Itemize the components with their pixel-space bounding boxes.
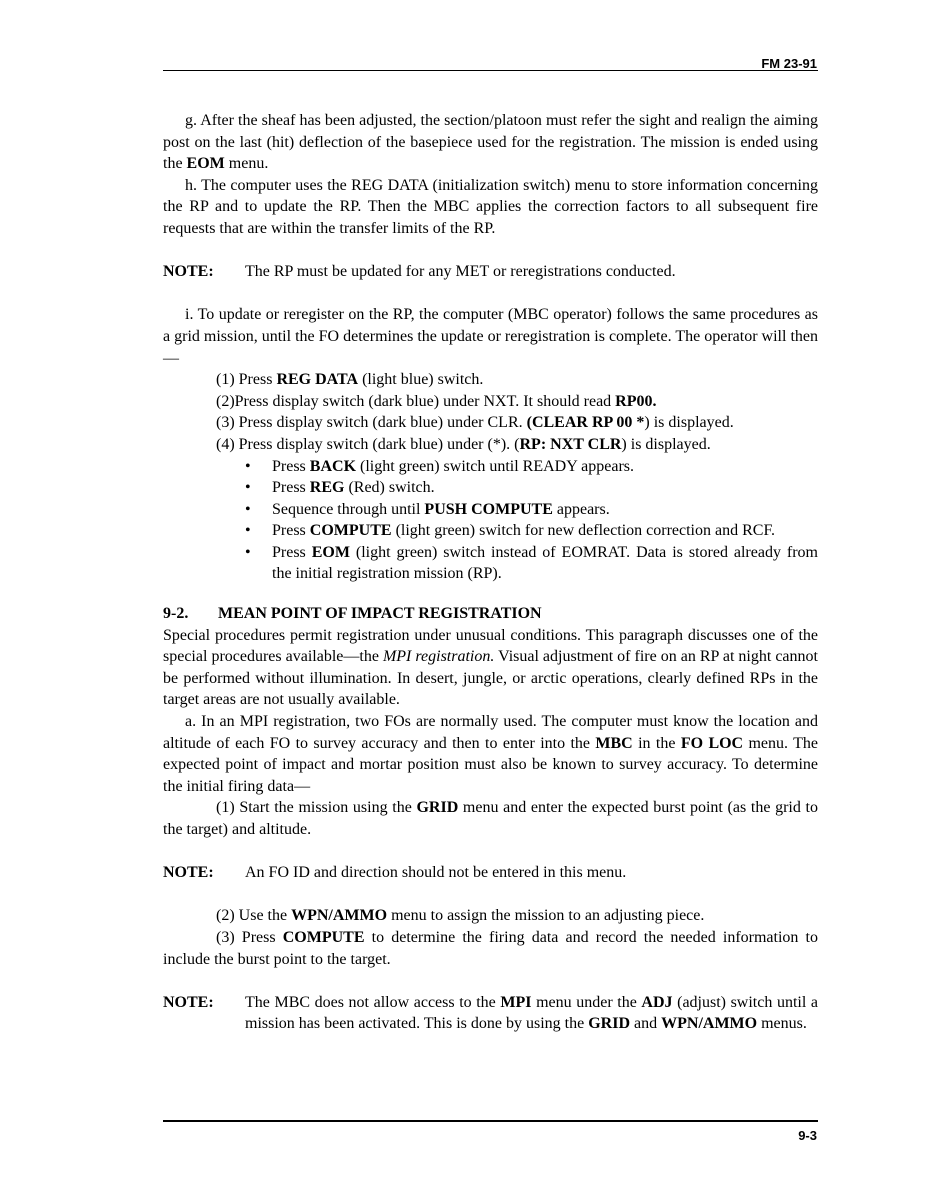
list-item: • Press COMPUTE (light green) switch for new deflection correction and RCF. [163,520,818,542]
paragraph-h: h. The computer uses the REG DATA (initialization switch) menu to store information concerning the RP and to update the RP. Then the MBC applies the correction factors to all subsequent fire requests that are within the transfer limits of the RP. [163,176,818,237]
paragraph-a3: (3) Press COMPUTE to determine the firing data and record the needed information to include the burst point to the target. [163,928,818,968]
bullet-icon: • [245,522,251,540]
bold-term: EOM [186,155,225,173]
step-4: (4) Press display switch (dark blue) under (*). (RP: NXT CLR) is displayed. [216,435,711,453]
step-2: (2)Press display switch (dark blue) under NXT. It should read RP00. [216,392,657,410]
paragraph-intro: Special procedures permit registration under unusual conditions. This paragraph discusses one of the special procedures available—the MPI registration. Visual adjustment of fire on an RP at night cannot be performed without illumination. In desert, jungle, or arctic operations, clearly defined RPs in the target areas are not usually available. [163,626,818,709]
step-1: (1) Press REG DATA (light blue) switch. [216,371,484,389]
list-item: • Press EOM (light green) switch instead of EOMRAT. Data is stored already from the initial registration mission (RP). [245,543,819,583]
paragraph-i: i. To update or reregister on the RP, the computer (MBC operator) follows the same procedures as a grid mission, until the FO determines the update or reregistration is complete. The operator will then— [163,306,818,367]
paragraph-a2: (2) Use the WPN/AMMO menu to assign the mission to an adjusting piece. [216,907,705,925]
footer-rule [163,1120,818,1122]
note-text: An FO ID and direction should not be entered in this menu. [245,864,627,882]
bullet-list [163,456,818,586]
step-3: (3) Press display switch (dark blue) under CLR. (CLEAR RP 00 *) is displayed. [216,414,734,432]
list-item: • Press BACK (light green) switch until READY appears. [163,456,818,478]
note-text: The RP must be updated for any MET or reregistrations conducted. [245,263,676,281]
section-heading [163,603,818,625]
list-item: • Sequence through until PUSH COMPUTE appears. [163,499,818,521]
note-3 [163,992,818,1035]
note-1 [163,261,818,283]
page-number: 9-3 [798,1128,817,1143]
list-item: • Press REG (Red) switch. [163,477,818,499]
bullet-icon: • [245,479,251,497]
note-label: NOTE: [163,864,214,882]
bullet-icon: • [245,543,251,561]
header-rule [163,70,818,71]
note-text: The MBC does not allow access to the MPI menu under the ADJ (adjust) switch until a mission has been activated. This is done by using the GRID and WPN/AMMO menus. [245,993,818,1033]
page-body [163,110,818,1035]
section-number: 9-2. [163,605,189,623]
paragraph-a: a. In an MPI registration, two FOs are normally used. The computer must know the location and altitude of each FO to survey accuracy and then to enter into the MBC in the FO LOC menu. The expected point of impact and mortar position must also be known to survey accuracy. To determine the initial firing data— [163,713,818,795]
bullet-icon: • [245,500,251,518]
section-title: MEAN POINT OF IMPACT REGISTRATION [218,605,542,623]
bullet-icon: • [245,457,251,475]
paragraph-a1: (1) Start the mission using the GRID menu and enter the expected burst point (as the grid to the target) and altitude. [163,799,818,838]
paragraph-g: g. After the sheaf has been adjusted, the section/platoon must refer the sight and realign the aiming post on the last (hit) deflection of the basepiece used for the registration. The mission is ended using the EOM menu. [163,112,818,173]
note-2 [163,862,818,884]
note-label: NOTE: [163,993,214,1011]
running-header: FM 23-91 [761,56,817,71]
note-label: NOTE: [163,263,214,281]
